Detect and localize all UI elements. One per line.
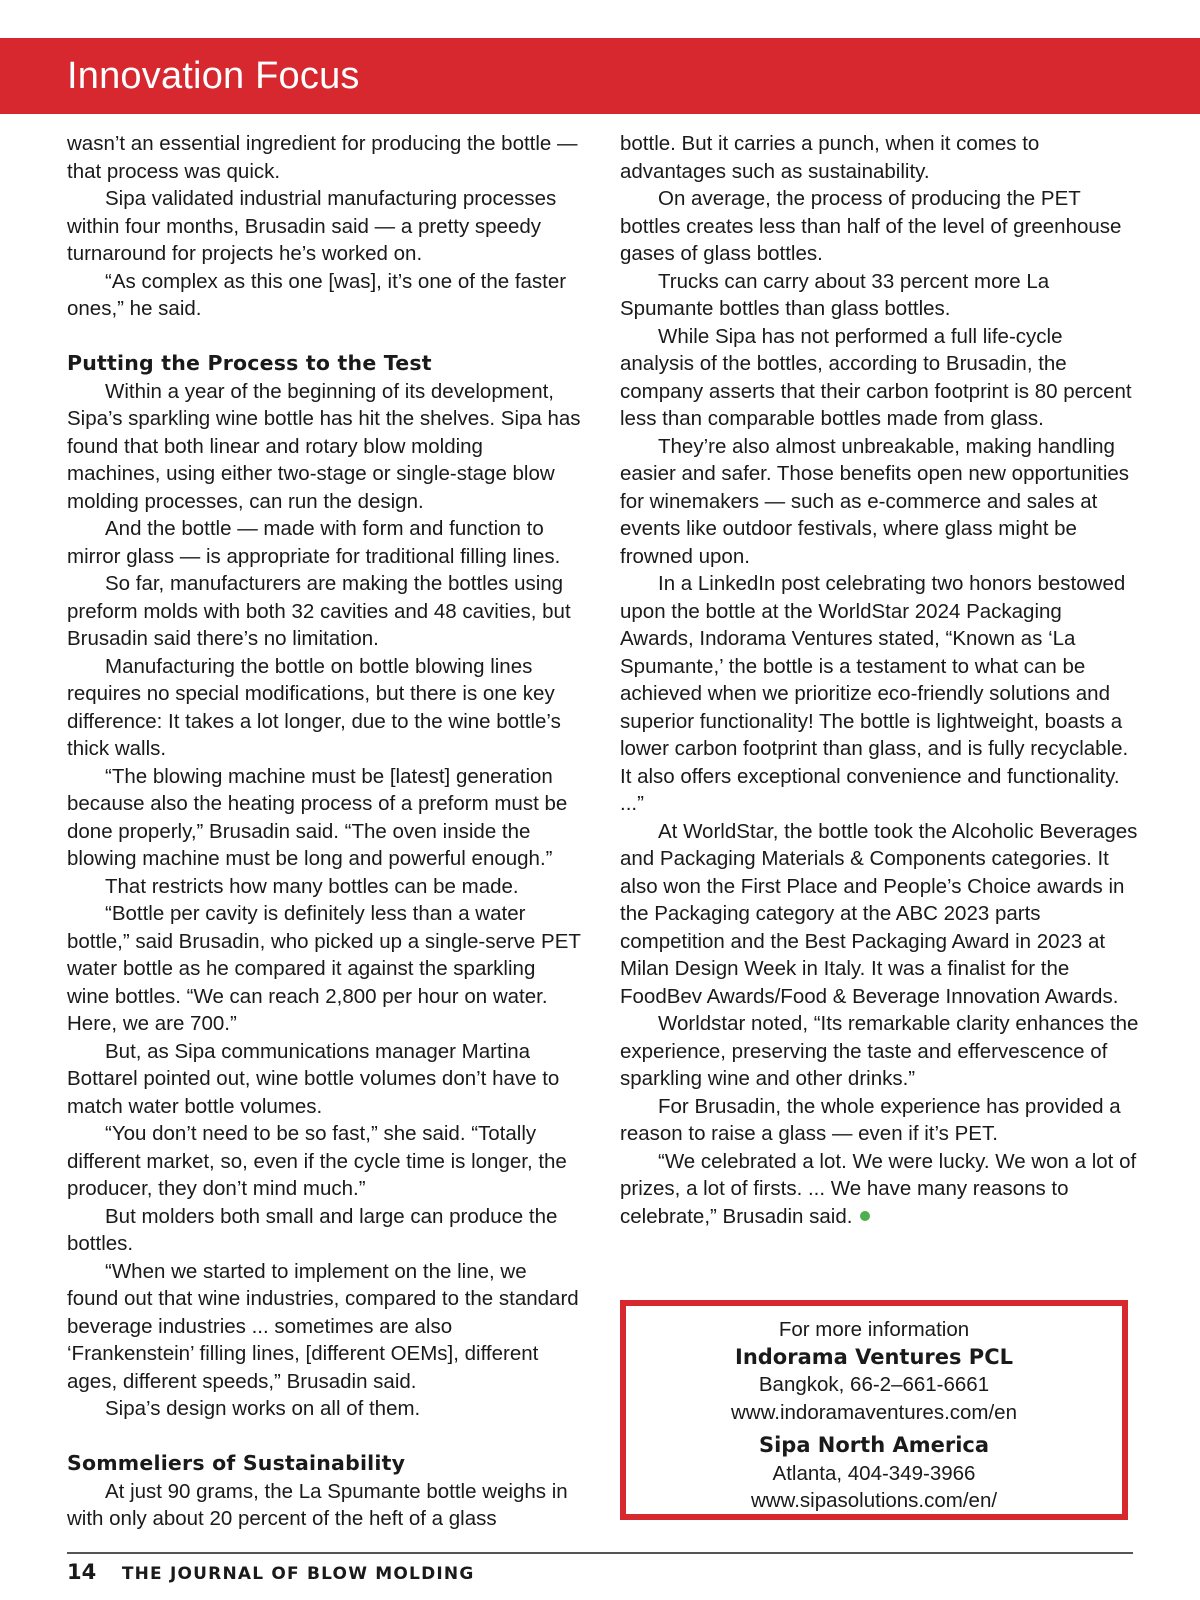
paragraph: Trucks can carry about 33 percent more La Spumante bottles than glass bottles. bbox=[620, 269, 1050, 320]
paragraph: bottle. But it carries a punch, when it comes to advantages such as sustainability. bbox=[620, 132, 1040, 183]
paragraph: “The blowing machine must be [latest] generation because also the heating process of a preform must be done properly,” Brusadin said. “The oven inside the blowing machine must be long and powerful enough.” bbox=[67, 764, 568, 870]
paragraph: So far, manufacturers are making the bottles using preform molds with both 32 cavities and 48 cavities, but Brusadin said there’s no limitation. bbox=[67, 572, 571, 650]
paragraph: In a LinkedIn post celebrating two honors bestowed upon the bottle at the WorldStar 2024 Packaging Awards, Indorama Ventures stated, “Known as ‘La Spumante,’ the bottle is a testament to what can be achieved when we prioritize eco-friendly solutions and superior functionality! The bottle is lightweight, boasts a lower carbon footprint than glass, and is fully recyclable. It also offers exceptional convenience and functionality. ...” bbox=[620, 572, 1129, 815]
paragraph: At WorldStar, the bottle took the Alcoholic Beverages and Packaging Materials & Components categories. It also won the First Place and People’s Choice awards in the Packaging category at the ABC 2023 parts competition and the Best Packaging Award in 2023 at Milan Design Week in Italy. It was a finalist for the FoodBev Awards/Food & Beverage Innovation Awards. bbox=[620, 819, 1138, 1008]
paragraph: “You don’t need to be so fast,” she said. “Totally different market, so, even if the cycle time is longer, the producer, they don’t mind much.” bbox=[67, 1122, 567, 1200]
org-contact-indorama: Bangkok, 66-2–661-6661 bbox=[758, 1373, 990, 1396]
org-url-indorama[interactable]: www.indoramaventures.com/en bbox=[731, 1400, 1017, 1424]
paragraph-final bbox=[620, 1148, 1140, 1231]
paragraph-final-text: “We celebrated a lot. We were lucky. We won a lot of prizes, a lot of firsts. ... We have many reasons to celebrate,” Brusadin said. bbox=[620, 1149, 1137, 1228]
paragraph: For Brusadin, the whole experience has provided a reason to raise a glass — even if it’s PET. bbox=[620, 1094, 1121, 1145]
paragraph: Within a year of the beginning of its development, Sipa’s sparkling wine bottle has hit the shelves. Sipa has found that both linear and rotary blow molding machines, using either two-stage or single-stage blow molding processes, can run the design. bbox=[67, 379, 581, 513]
paragraph: That restricts how many bottles can be made. bbox=[105, 874, 519, 898]
page-footer bbox=[67, 1560, 474, 1584]
footer-divider bbox=[67, 1552, 1133, 1554]
org-contact-sipa: Atlanta, 404-349-3966 bbox=[772, 1461, 976, 1485]
paragraph: “Bottle per cavity is definitely less than a water bottle,” said Brusadin, who picked up a single-serve PET water bottle as he compared it against the sparkling wine bottles. “We can reach 2,800 per hour on water. Here, we are 700.” bbox=[67, 902, 581, 1035]
paragraph: While Sipa has not performed a full life-cycle analysis of the bottles, according to Brusadin, the company asserts that their carbon footprint is 80 percent less than comparable bottles made from glass. bbox=[620, 324, 1132, 430]
org-url-sipa[interactable]: www.sipasolutions.com/en/ bbox=[750, 1489, 998, 1512]
info-heading: For more information bbox=[778, 1318, 970, 1341]
paragraph: At just 90 grams, the La Spumante bottle weighs in with only about 20 percent of the heft of a glass bbox=[67, 1479, 568, 1530]
paragraph: Sipa validated industrial manufacturing processes within four months, Brusadin said — a pretty speedy turnaround for projects he’s worked on. bbox=[67, 187, 557, 265]
paragraph: But molders both small and large can produce the bottles. bbox=[67, 1204, 558, 1255]
paragraph: Manufacturing the bottle on bottle blowing lines requires no special modifications, but there is one key difference: It takes a lot longer, due to the wine bottle’s thick walls. bbox=[67, 654, 561, 760]
article-column-left bbox=[67, 130, 582, 1533]
section-title: Innovation Focus bbox=[67, 55, 360, 97]
paragraph: “When we started to implement on the line, we found out that wine industries, compared to the standard beverage industries ... sometimes are also ‘Frankenstein’ filling lines, [different OEMs], different ages, different speeds,” Brusadin said. bbox=[67, 1259, 579, 1393]
org-name-indorama: Indorama Ventures PCL bbox=[735, 1344, 1013, 1369]
more-information-box bbox=[620, 1300, 1128, 1520]
page-number: 14 bbox=[67, 1560, 97, 1584]
journal-name: THE JOURNAL OF BLOW MOLDING bbox=[121, 1564, 475, 1584]
paragraph: And the bottle — made with form and function to mirror glass — is appropriate for traditional filling lines. bbox=[67, 517, 561, 568]
org-name-sipa: Sipa North America bbox=[758, 1433, 990, 1457]
subheading-sommeliers: Sommeliers of Sustainability bbox=[67, 1451, 406, 1475]
paragraph: But, as Sipa communications manager Martina Bottarel pointed out, wine bottle volumes don’t have to match water bottle volumes. bbox=[67, 1039, 560, 1118]
paragraph: They’re also almost unbreakable, making handling easier and safer. Those benefits open new opportunities for winemakers — such as e-commerce and sales at events like outdoor festivals, where glass might be frowned upon. bbox=[620, 434, 1130, 568]
paragraph: Worldstar noted, “Its remarkable clarity enhances the experience, preserving the taste and effervescence of sparkling wine and other drinks.” bbox=[620, 1012, 1139, 1090]
section-banner bbox=[0, 38, 1200, 114]
end-of-article-dot-icon bbox=[860, 1211, 870, 1221]
paragraph: “As complex as this one [was], it’s one of the faster ones,” he said. bbox=[67, 269, 567, 320]
paragraph: wasn’t an essential ingredient for producing the bottle — that process was quick. bbox=[67, 132, 578, 183]
paragraph: Sipa’s design works on all of them. bbox=[105, 1397, 421, 1420]
article-column-right bbox=[620, 130, 1140, 1230]
subheading-process-test: Putting the Process to the Test bbox=[67, 351, 432, 375]
paragraph: On average, the process of producing the PET bottles creates less than half of the level of greenhouse gases of glass bottles. bbox=[620, 187, 1122, 265]
